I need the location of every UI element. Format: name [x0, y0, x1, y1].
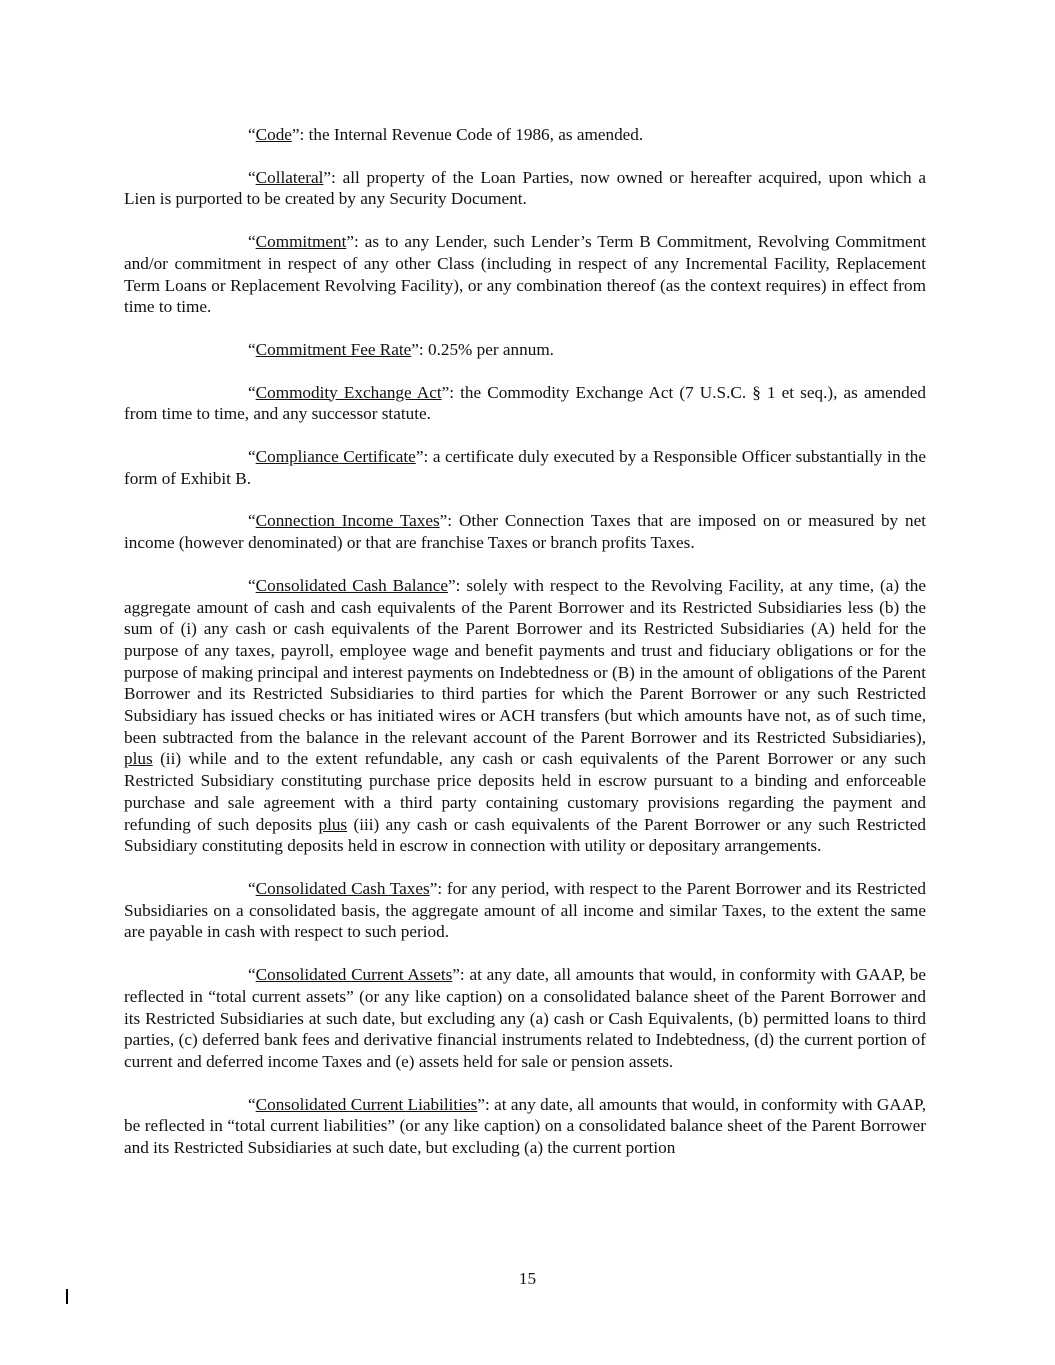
definition-compliance-certificate: “Compliance Certificate”: a certificate duly executed by a Responsible Officer substantially in the form of Exhibit B.: [124, 447, 927, 488]
definition-consolidated-cash-balance: “Consolidated Cash Balance”: solely with respect to the Revolving Facility, at any time, (a) the aggregate amount of cash and cash equivalents of the Parent Borrower and its Restricted Subsidiaries less (b) the sum of (i) any cash or cash equivalents of the Parent Borrower and its Restricted Subsidiaries (A) held for the purpose of any taxes, payroll, employee wage and benefit payments and trust and fiduciary obligations or for the purpose of making principal and interest payments on Indebtedness or (B) in the amount of obligations of the Parent Borrower and its Restricted Subsidiaries to third parties for which the Parent Borrower or any such Restricted Subsidiary has issued checks or has initiated wires or ACH transfers (but which amounts have not, as of such time, been subtracted from the balance in the relevant account of the Parent Borrower and its Restricted Subsidiaries), plus (ii) while and to the extent refundable, any cash or cash equivalents of the Parent Borrower or any such Restricted Subsidiary constituting purchase price deposits held in escrow pursuant to a binding and enforceable purchase and sale agreement with a third party containing customary provisions regarding the payment and refunding of such deposits plus (iii) any cash or cash equivalents of the Parent Borrower or any such Restricted Subsidiary constituting deposits held in escrow in connection with utility or depositary arrangements.: [124, 575, 927, 856]
definition-text: solely with respect to the Revolving Facility, at any time, (a) the aggregate amount of cash and cash equivalents of the Parent Borrower and its Restricted Subsidiaries less (b) the sum of (i) any cash or cash equivalents of the Parent Borrower and its Restricted Subsidiaries (A) held for the purpose of any taxes, payroll, employee wage and benefit payments and trust and fiduciary obligations or for the purpose of making principal and interest payments on Indebtedness or (B) in the amount of obligations of the Parent Borrower and its Restricted Subsidiaries to third parties for which the Parent Borrower or any such Restricted Subsidiary has issued checks or has initiated wires or ACH transfers (but which amounts have not, as of such time, been subtracted from the balance in the relevant account of the Parent Borrower and its Restricted Subsidiaries),: [124, 575, 927, 747]
definition-text: for any period, with respect to the Parent Borrower and its Restricted Subsidiaries on a consolidated basis, the aggregate amount of all income and similar Taxes, to the extent the same are payable in cash with respect to such period.: [124, 878, 926, 942]
definition-code: “Code”: the Internal Revenue Code of 1986, as amended.: [248, 125, 644, 144]
definition-consolidated-cash-taxes: “Consolidated Cash Taxes”: for any period, with respect to the Parent Borrower and its Restricted Subsidiaries on a consolidated basis, the aggregate amount of all income and similar Taxes, to the extent the same are payable in cash with respect to such period.: [124, 878, 926, 942]
definition-consolidated-current-assets: “Consolidated Current Assets”: at any date, all amounts that would, in conformity with GAAP, be reflected in “total current assets” (or any like caption) on a consolidated balance sheet of the Parent Borrower and its Restricted Subsidiaries at such date, but excluding any (a) cash or Cash Equivalents, (b) permitted loans to third parties, (c) deferred bank fees and derivative financial instruments related to Indebtedness, (d) the current portion of current and deferred income Taxes and (e) assets held for sale or pension assets.: [124, 965, 926, 1071]
definition-text: 0.25% per annum.: [427, 339, 554, 359]
plus-emphasis: plus: [318, 814, 348, 834]
definition-term: Consolidated Current Liabilities: [255, 1094, 478, 1114]
definition-text: at any date, all amounts that would, in conformity with GAAP, be reflected in “total current liabilities” (or any like caption) on a consolidated balance sheet of the Parent Borrower and its Restricted Subsidiaries at such date, but excluding (a) the current portion: [124, 1094, 927, 1158]
definition-commitment: “Commitment”: as to any Lender, such Lender’s Term B Commitment, Revolving Commitment and/or commitment in respect of any other Class (including in respect of any Incremental Facility, Replacement Term Loans or Replacement Revolving Facility), or any combination thereof (as the context requires) in effect from time to time.: [124, 232, 926, 317]
definition-text: all property of the Loan Parties, now owned or hereafter acquired, upon which a Lien is purported to be created by any Security Document.: [124, 167, 927, 209]
definition-term: Commitment Fee Rate: [255, 339, 412, 359]
definition-consolidated-current-liabilities: “Consolidated Current Liabilities”: at any date, all amounts that would, in conformity with GAAP, be reflected in “total current liabilities” (or any like caption) on a consolidated balance sheet of the Parent Borrower and its Restricted Subsidiaries at such date, but excluding (a) the current portion: [124, 1094, 927, 1158]
definition-term: Consolidated Cash Taxes: [255, 878, 430, 898]
page-number: 15: [518, 1269, 537, 1288]
definition-term: Collateral: [255, 167, 324, 187]
definition-term: Commodity Exchange Act: [255, 382, 442, 402]
definition-text: Other Connection Taxes that are imposed on or measured by net income (however denominated) or that are franchise Taxes or branch profits Taxes.: [124, 511, 926, 553]
definition-term: Compliance Certificate: [255, 447, 416, 467]
definition-text: as to any Lender, such Lender’s Term B Commitment, Revolving Commitment and/or commitment in respect of any other Class (including in respect of any Incremental Facility, Replacement Term Loans or Replacement Revolving Facility), or any combination thereof (as the context requires) in effect from time to time.: [124, 232, 926, 317]
document-page: [124, 124, 926, 1159]
definition-collateral: “Collateral”: all property of the Loan Parties, now owned or hereafter acquired, upon which a Lien is purported to be created by any Security Document.: [124, 167, 927, 209]
definition-term: Code: [255, 125, 292, 144]
definition-text: the Commodity Exchange Act (7 U.S.C. § 1 et seq.), as amended from time to time, and any successor statute.: [124, 382, 926, 424]
definition-term: Consolidated Cash Balance: [255, 575, 448, 595]
definition-text: (ii) while and to the extent refundable, any cash or cash equivalents of the Parent Borrower or any such Restricted Subsidiary constituting purchase price deposits held in escrow pursuant to a binding and enforceable purchase and sale agreement with a third party containing customary provisions regarding the payment and refunding of such deposits: [124, 749, 926, 834]
definition-term: Commitment: [255, 232, 347, 252]
definition-text: a certificate duly executed by a Responsible Officer substantially in the form of Exhibit B.: [124, 447, 927, 488]
definition-text: (iii) any cash or cash equivalents of the Parent Borrower or any such Restricted Subsidiary constituting deposits held in escrow in connection with utility or depositary arrangements.: [124, 814, 926, 856]
revision-margin-bar: [66, 1289, 68, 1304]
definition-text: at any date, all amounts that would, in conformity with GAAP, be reflected in “total current assets” (or any like caption) on a consolidated balance sheet of the Parent Borrower and its Restricted Subsidiaries at such date, but excluding any (a) cash or Cash Equivalents, (b) permitted loans to third parties, (c) deferred bank fees and derivative financial instruments related to Indebtedness, (d) the current portion of current and deferred income Taxes and (e) assets held for sale or pension assets.: [124, 965, 926, 1071]
definition-term: Consolidated Current Assets: [255, 965, 453, 985]
plus-emphasis: plus: [124, 749, 153, 769]
definition-connection-income-taxes: “Connection Income Taxes”: Other Connection Taxes that are imposed on or measured by net income (however denominated) or that are franchise Taxes or branch profits Taxes.: [124, 511, 926, 553]
definition-term: Connection Income Taxes: [255, 511, 440, 531]
definition-text: the Internal Revenue Code of 1986, as amended.: [308, 125, 644, 144]
definition-commodity-exchange-act: “Commodity Exchange Act”: the Commodity Exchange Act (7 U.S.C. § 1 et seq.), as amended from time to time, and any successor statute.: [124, 382, 926, 424]
definition-commitment-fee-rate: “Commitment Fee Rate”: 0.25% per annum.: [248, 339, 554, 359]
